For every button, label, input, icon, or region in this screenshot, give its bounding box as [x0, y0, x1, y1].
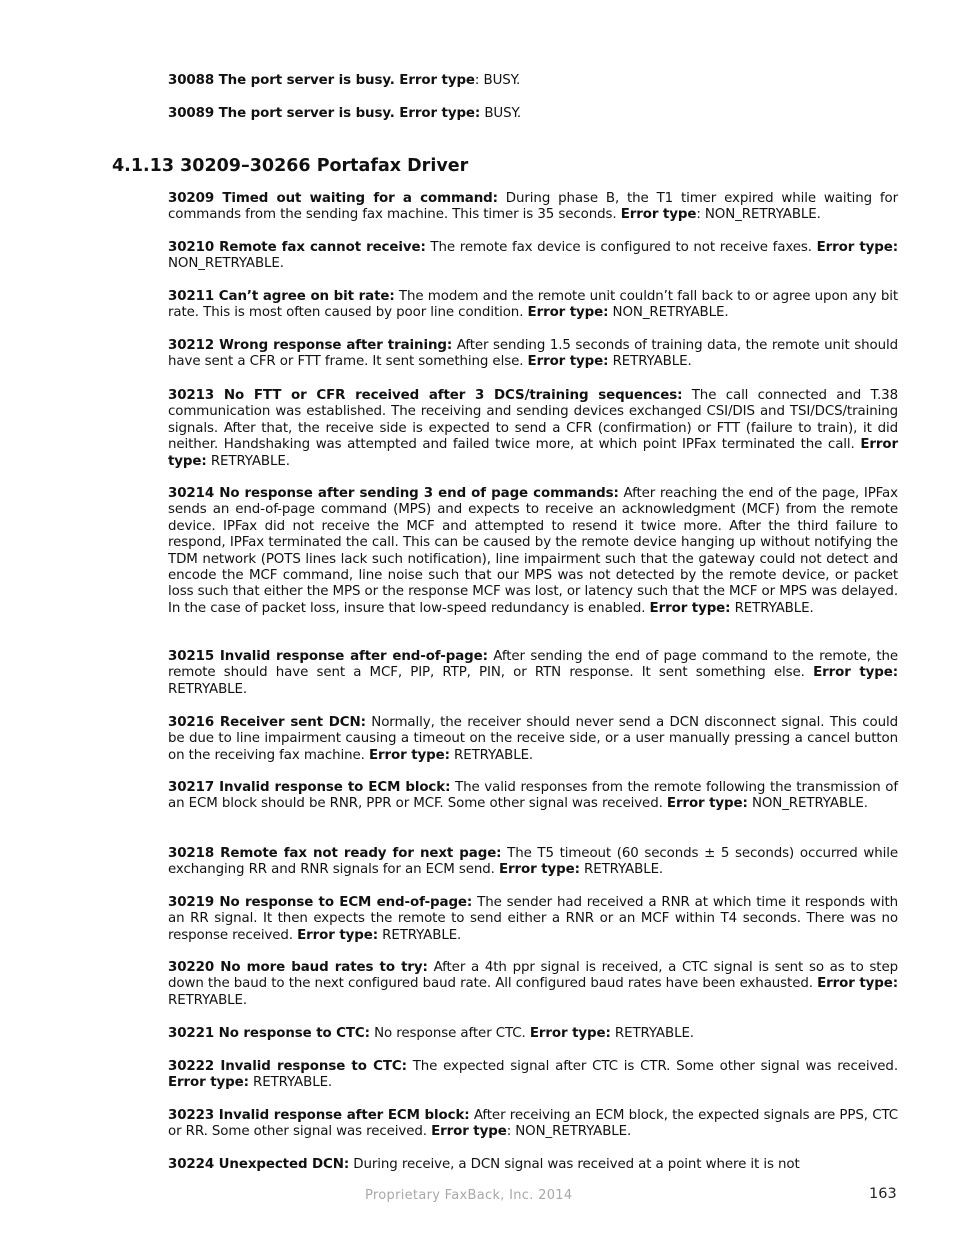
section-heading: 4.1.13 30209–30266 Portafax Driver	[112, 156, 469, 176]
error-entry-30218	[168, 846, 898, 879]
error-entry-30213	[168, 388, 898, 470]
entry-body: After sending 1.5 seconds of training data, the remote unit should have sent a CFR or FTT frame. It sent something else.	[168, 338, 899, 370]
entry-error-value: RETRYABLE.	[168, 992, 248, 1008]
entry-error-label: Error type:	[369, 747, 450, 763]
entry-title: 30212 Wrong response after training:	[168, 338, 453, 353]
entry-title: 30222 Invalid response to CTC:	[168, 1059, 407, 1074]
entry-title: 30218 Remote fax not ready for next page:	[168, 846, 502, 861]
error-entry-30210	[168, 240, 898, 273]
entry-title: 30209 Timed out waiting for a command:	[168, 191, 498, 206]
entry-error-value: : BUSY.	[474, 73, 521, 88]
entry-body: The call connected and T.38 communication was established. The receiving and sending devices exchanged CSI/DIS and TSI/DCS/training signals. After that, the receive side is expected to send a CFR (confirmation) or FTT (failure to train), it did neither. Handshaking was attempted and failed twice more, at which point IPFax terminated the call.	[168, 388, 899, 453]
entry-error-label: Error type:	[499, 862, 580, 878]
entry-error-label: Error type:	[297, 927, 378, 943]
entry-error-label: Error type:	[666, 796, 748, 812]
entry-title: 30214 No response after sending 3 end of page commands:	[168, 486, 619, 501]
entry-title: 30216 Receiver sent DCN:	[168, 715, 366, 730]
entry-error-value: RETRYABLE.	[610, 1026, 694, 1041]
entry-body: No response after CTC.	[369, 1026, 530, 1041]
entry-error-value: RETRYABLE.	[579, 862, 664, 878]
entry-error-value: RETRYABLE.	[206, 453, 290, 469]
entry-title: 30217 Invalid response to ECM block:	[168, 780, 451, 795]
entry-body: Normally, the receiver should never send a DCN disconnect signal. This could be due to line impairment causing a timeout on the receive side, or a user manually pressing a cancel button on the receiving fax machine.	[168, 715, 898, 763]
entry-body: During receive, a DCN signal was received at a point where it is not	[349, 1157, 800, 1172]
entry-error-value: RETRYABLE.	[248, 1075, 333, 1091]
error-entry-30089	[168, 106, 898, 122]
entry-error-value: BUSY.	[480, 106, 522, 121]
entry-title: 30223 Invalid response after ECM block:	[168, 1108, 470, 1123]
entry-body: The remote fax device is configured to not receive faxes.	[425, 240, 817, 255]
entry-body: The valid responses from the remote following the transmission of an ECM block should be RNR, PPR or MCF. Some other signal was received.	[168, 780, 898, 812]
error-entry-30214	[168, 486, 898, 617]
page-number: 163	[869, 1186, 897, 1202]
entry-error-label: Error type:	[168, 1075, 249, 1091]
entry-error-value: NON_RETRYABLE.	[168, 256, 284, 272]
entry-body: The modem and the remote unit couldn’t fall back to or agree upon any bit rate. This is most often caused by poor line condition.	[168, 289, 898, 321]
entry-error-label: Error type:	[168, 437, 898, 469]
entry-title: 30219 No response to ECM end-of-page:	[168, 895, 473, 910]
entry-title: 30220 No more baud rates to try:	[168, 960, 428, 975]
entry-error-label: Error type:	[813, 665, 898, 681]
error-entry-30216	[168, 715, 898, 764]
entry-error-value: RETRYABLE.	[378, 927, 462, 943]
error-entry-30222	[168, 1059, 898, 1092]
entry-error-label: Error type:	[816, 240, 898, 255]
entry-error-label: Error type:	[527, 305, 609, 321]
entry-title: 30211 Can’t agree on bit rate:	[168, 289, 395, 304]
entry-title: 30089 The port server is busy. Error type:	[168, 106, 481, 121]
entry-error-value: RETRYABLE.	[168, 681, 248, 697]
entry-error-label: Error type:	[527, 354, 609, 370]
entry-error-value: NON_RETRYABLE.	[747, 796, 868, 812]
error-entry-30211	[168, 289, 898, 322]
entry-error-label: Error type:	[529, 1026, 611, 1041]
error-entry-30217	[168, 780, 898, 813]
entry-body: After a 4th ppr signal is received, a CTC signal is sent so as to step down the baud to the next configured baud rate. All configured baud rates have been exhausted.	[168, 960, 898, 992]
entry-error-label: Error type	[431, 1124, 507, 1140]
error-entry-30212	[168, 338, 898, 371]
footer-copyright: Proprietary FaxBack, Inc. 2014	[365, 1188, 573, 1203]
entry-title: 30215 Invalid response after end-of-page:	[168, 649, 488, 664]
error-entry-30224	[168, 1157, 898, 1173]
entry-error-label: Error type:	[817, 976, 898, 992]
entry-error-value: RETRYABLE.	[730, 600, 814, 616]
entry-title: 30088 The port server is busy. Error type	[168, 73, 475, 88]
entry-body: The T5 timeout (60 seconds ± 5 seconds) occurred while exchanging RR and RNR signals for an ECM send.	[168, 846, 898, 878]
error-entry-30221	[168, 1026, 898, 1042]
entry-error-label: Error type	[620, 207, 697, 223]
entry-body: During phase B, the T1 timer expired while waiting for commands from the sending fax machine. This timer is 35 seconds.	[168, 191, 898, 223]
error-entry-30088	[168, 73, 898, 89]
entry-error-label: Error type:	[649, 600, 731, 616]
entry-title: 30224 Unexpected DCN:	[168, 1157, 350, 1172]
entry-body: After receiving an ECM block, the expected signals are PPS, CTC or RR. Some other signal was received.	[168, 1108, 898, 1140]
entry-title: 30221 No response to CTC:	[168, 1026, 370, 1041]
error-entry-30220	[168, 960, 898, 1009]
entry-body: After sending the end of page command to the remote, the remote should have sent a MCF, PIP, RTP, PIN, or RTN response. It sent something else.	[168, 649, 898, 681]
error-entry-30219	[168, 895, 898, 944]
entry-error-value: : NON_RETRYABLE.	[696, 207, 821, 223]
error-entry-30223	[168, 1108, 898, 1141]
entry-title: 30213 No FTT or CFR received after 3 DCS/training sequences:	[168, 388, 683, 403]
entry-body: After reaching the end of the page, IPFax sends an end-of-page command (MPS) and expects to receive an acknowledgment (MCF) from the remote device. IPFax did not receive the MCF and attempted to resend it twice more. After the third failure to respond, IPFax terminated the call. This can be caused by the remote device hanging up without notifying the TDM network (POTS lines lack such notification), line impairment such that the gateway could not detect and encode the MCF command, line noise such that our MPS was not detected by the remote device, or packet loss such that either the MPS or the response MCF was lost, or latency such that the MCF or MPS was delayed. In the case of packet loss, insure that low-speed redundancy is enabled.	[168, 486, 898, 616]
error-entry-30215	[168, 649, 898, 698]
entry-error-value: RETRYABLE.	[449, 747, 534, 763]
entry-body: The expected signal after CTC is CTR. Some other signal was received.	[406, 1059, 898, 1074]
entry-error-value: : NON_RETRYABLE.	[506, 1124, 632, 1140]
entry-body: The sender had received a RNR at which time it responds with an RR signal. It then expects the remote to send either a RNR or an MCF within T4 seconds. There was no response received.	[168, 895, 899, 943]
entry-error-value: NON_RETRYABLE.	[608, 305, 729, 321]
entry-title: 30210 Remote fax cannot receive:	[168, 240, 426, 255]
error-entry-30209	[168, 191, 898, 224]
entry-error-value: RETRYABLE.	[608, 354, 692, 370]
